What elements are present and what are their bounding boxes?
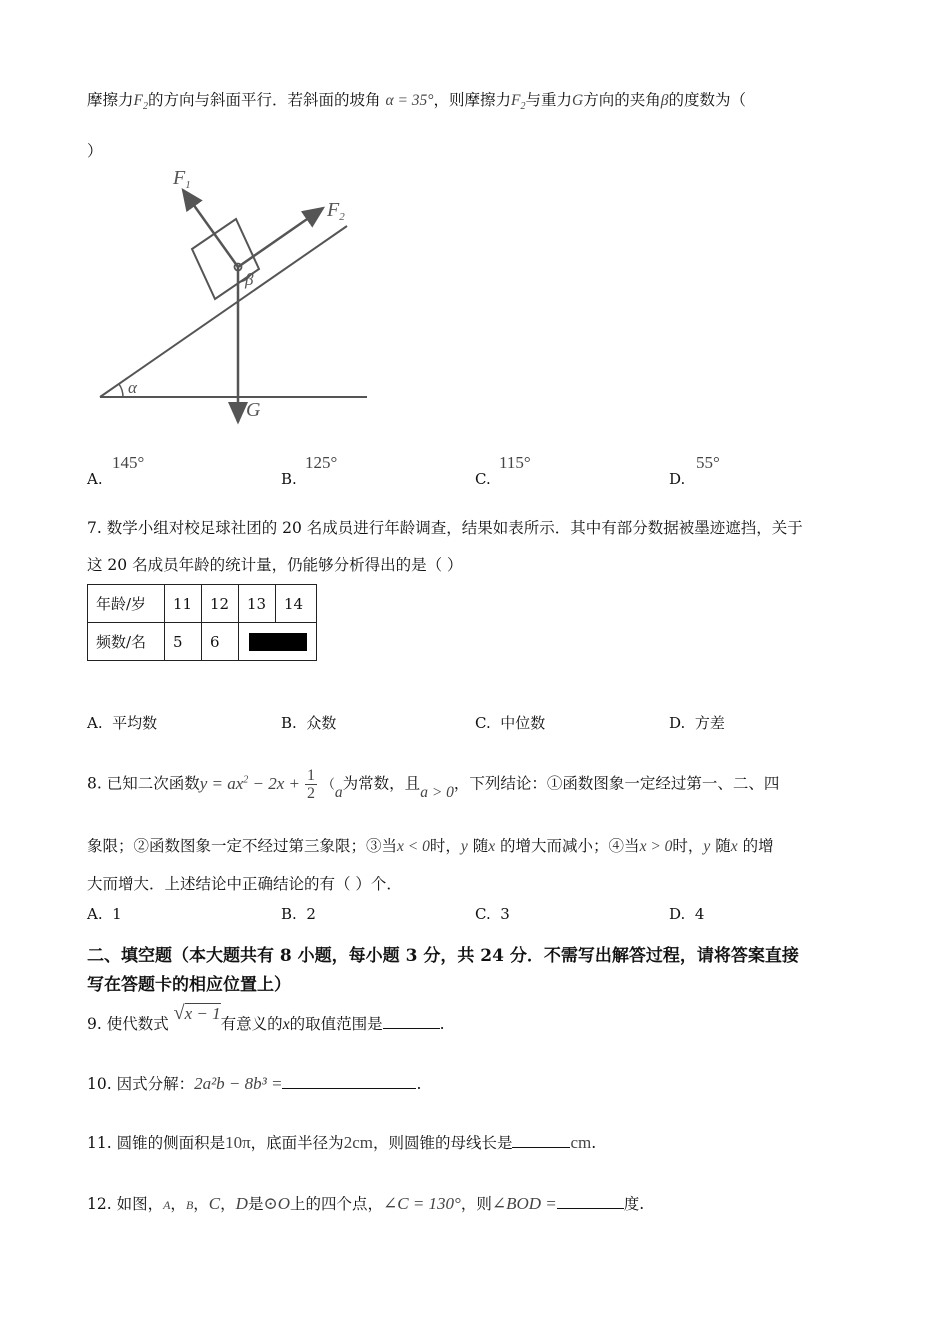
table-cell: 13 bbox=[239, 585, 276, 623]
table-row bbox=[88, 623, 317, 661]
F2-label: $F_2$ bbox=[327, 199, 345, 223]
q10-line: 10. 因式分解：2a²b − 8b³ = . bbox=[87, 1074, 422, 1093]
incline-line bbox=[100, 226, 347, 397]
q12-line: 12. 如图，A，B，C，D是⊙O上的四个点，∠C = 130°，则∠BOD = 度. bbox=[87, 1194, 645, 1213]
G-label: G bbox=[246, 399, 261, 421]
q9-line: 9. 使代数式 √x − 1有意义的x的取值范围是 . bbox=[87, 1002, 445, 1033]
answer-blank[interactable] bbox=[282, 1074, 416, 1089]
q8-stem-line3: 大而增大．上述结论中正确结论的有（ ）个． bbox=[87, 875, 402, 893]
q11-line: 11. 圆锥的侧面积是10π，底面半径为2cm，则圆锥的母线长是 cm. bbox=[87, 1133, 597, 1152]
F2-arrow bbox=[238, 208, 323, 267]
q6-stem-line1: 摩擦力$F_2$的方向与斜面平行．若斜面的坡角 α = 35°，则摩擦力$F_2$与重力G方向的夹角β的度数为（ bbox=[87, 91, 746, 113]
fraction-one-half: $\frac{1}{2}$ bbox=[306, 766, 315, 803]
q7-stem-line1: 7. 数学小组对校足球社团的 20 名成员进行年龄调查，结果如表所示．其中有部分数据被墨迹遮挡，关于 bbox=[87, 519, 803, 537]
q6-stem-line2: ） bbox=[87, 142, 103, 160]
q8-stem-line1: 8. 已知二次函数$y = ax^2 - 2x$ + $\frac{1}{2}$ （a为常数，且a > 0，下列结论：①函数图象一定经过第一、二、四 bbox=[87, 766, 780, 803]
table-cell: 14 bbox=[276, 585, 317, 623]
table-cell: 年龄/岁 bbox=[88, 585, 165, 623]
answer-blank[interactable] bbox=[512, 1133, 570, 1148]
answer-blank[interactable] bbox=[383, 1014, 440, 1029]
ink-blot-cell bbox=[239, 623, 317, 661]
table-cell: 频数/名 bbox=[88, 623, 165, 661]
table-row bbox=[88, 585, 317, 623]
table-cell: 11 bbox=[165, 585, 202, 623]
answer-blank[interactable] bbox=[557, 1194, 624, 1209]
table-cell: 5 bbox=[165, 623, 202, 661]
F1-arrow bbox=[183, 190, 238, 267]
section2-heading-line1: 二、填空题（本大题共有 8 小题，每小题 3 分，共 24 分．不需写出解答过程，请将答案直接 bbox=[87, 946, 799, 966]
incline-force-diagram bbox=[95, 160, 375, 430]
q8-stem-line2: 象限；②函数图象一定不经过第三象限；③当x < 0时，y 随x 的增大而减小；④当x > 0时，y 随x 的增 bbox=[87, 837, 774, 855]
q7-stem-line2: 这 20 名成员年龄的统计量，仍能够分析得出的是（ ） bbox=[87, 556, 463, 574]
sqrt-expression: √x − 1 bbox=[173, 1002, 221, 1024]
alpha-label: α bbox=[128, 378, 137, 397]
F1-label: $F_1$ bbox=[173, 167, 191, 191]
ink-blot bbox=[249, 633, 307, 651]
table-cell: 6 bbox=[202, 623, 239, 661]
table-cell: 12 bbox=[202, 585, 239, 623]
section2-heading-line2: 写在答题卡的相应位置上） bbox=[87, 975, 291, 995]
beta-label: β bbox=[245, 270, 254, 289]
age-frequency-table bbox=[87, 584, 317, 661]
